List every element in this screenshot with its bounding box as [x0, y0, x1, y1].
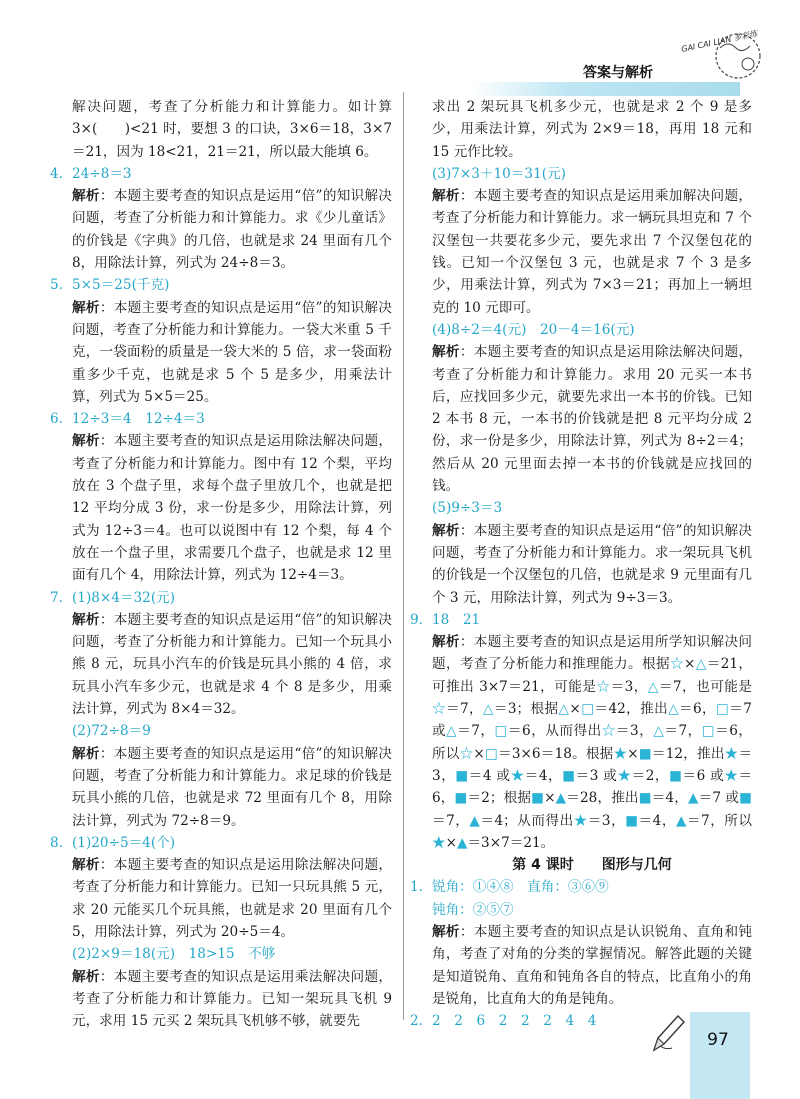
paragraph-text: (2)2×9＝18(元) 18>15 不够 — [72, 946, 276, 963]
question-number: 9. — [410, 611, 423, 628]
analysis-paragraph — [412, 185, 752, 319]
answer-line — [52, 943, 392, 965]
question-number: 8. — [50, 834, 63, 851]
analysis-paragraph — [52, 185, 392, 274]
answer-line — [52, 408, 392, 430]
answer-line — [412, 609, 752, 631]
paragraph-text: 5×5＝25(千克) — [72, 277, 170, 294]
paragraph-text: 解析：本题主要考查的知识点是运用除法解决问题，考查了分析能力和计算能力。图中有 12 个梨，平均放在 3 个盘子里，求每个盘子里放几个，也就是把 12 平均分成 3 份，求一份是多少，用除法计算，列式为 12÷3＝4。也可以说图中有 12 个梨，每 4 个放在一个盘子里，求需要几个盘子，也就是求 12 里面有几个 4，用除法计算，列式为 12÷4＝3。 — [72, 433, 393, 584]
logo-icon — [676, 18, 776, 98]
left-column — [52, 96, 392, 1032]
paragraph-text: 钝角：②⑤⑦ — [432, 901, 514, 918]
paragraph-text: 解析：本题主要考查的知识点是运用所学知识解决问题，考查了分析能力和推理能力。根据☆×△＝21，可推出 3×7＝21，可能是☆＝3，△＝7，也可能是☆＝7，△＝3；根据△×□＝42，推出△＝6，□＝7 或△＝7，□＝6，从而得出☆＝3，△＝7，□＝6，所以☆×□＝3×6＝18。根据★×■＝12，推出★＝3，■＝4 或★＝4，■＝3 或★＝2，■＝6 或★＝6，■＝2；根据■×▲＝28，推出■＝4，▲＝7 或■＝7，▲＝4；从而得出★＝3，■＝4，▲＝7，所以★×▲＝3×7＝21。 — [432, 634, 753, 851]
answer-line — [52, 163, 392, 185]
paragraph-text: 解析：本题主要考查的知识点是运用乘加解决问题，考查了分析能力和计算能力。求一辆玩具坦克和 7 个汉堡包一共要花多少元，要先求出 7 个汉堡包花的钱。已知一个汉堡包 3 元，也就是求 7 个 3 是多少，用乘法计算，列式为 7×3＝21；再加上一辆坦克的 10 元即可。 — [432, 188, 753, 316]
paragraph-text: 解析：本题主要考查的知识点是运用“倍”的知识解决问题，考查了分析能力和计算能力。求足球的价钱是玩具小熊的几倍，也就是求 72 里面有几个 8，用除法计算，列式为 72÷8＝9。 — [72, 745, 393, 829]
paragraph-text: (1)8×4＝32(元) — [72, 589, 176, 606]
analysis-paragraph — [52, 854, 392, 943]
paragraph-text: (3)7×3＋10＝31(元) — [432, 165, 566, 182]
paragraph-text: 锐角：①④⑧ 直角：③⑥⑨ — [432, 879, 609, 896]
answer-line — [412, 876, 752, 898]
page-number: 97 — [707, 1030, 729, 1050]
paragraph-text: (1)20÷5＝4(个) — [72, 834, 176, 851]
paragraph-text: 解析：本题主要考查的知识点是运用“倍”的知识解决问题，考查了分析能力和计算能力。一袋大米重 5 千克，一袋面粉的质量是一袋大米的 5 倍，求一袋面粉重多少千克，也就是求 5 个 5 是多少，用乘法计算，列式为 5×5＝25。 — [72, 299, 393, 405]
paragraph-text: 解析：本题主要考查的知识点是运用除法解决问题，考查了分析能力和计算能力。求用 20 元买一本书后，应找回多少元，就要先求出一本书的价钱。已知 2 本书 8 元，一本书的价钱就是把 8 元平均分成 2 份，求一份是多少，用除法计算，列式为 8÷2＝4；然后从 20 元里面去掉一本书的价钱就是应找回的钱。 — [432, 344, 753, 495]
answer-line — [52, 274, 392, 296]
paragraph-text: (2)72÷8＝9 — [72, 723, 151, 740]
answer-line — [52, 587, 392, 609]
question-number: 1. — [410, 879, 423, 896]
paragraph-text: 解析：本题主要考查的知识点是运用“倍”的知识解决问题，考查了分析能力和计算能力。求一架玩具飞机的价钱是一个汉堡包的几倍，也就是求 9 元里面有几个 3 元，用除法计算，列式为 9÷3＝3。 — [432, 522, 753, 606]
analysis-paragraph — [52, 966, 392, 1033]
paragraph-text: 12÷3＝4 12÷4＝3 — [72, 411, 205, 428]
paragraph-text: 解析：本题主要考查的知识点是运用“倍”的知识解决问题，考查了分析能力和计算能力。求《少儿童话》的价钱是《字典》的几倍，也就是求 24 里面有几个 8，用除法计算，列式为 24÷8＝3。 — [72, 188, 393, 272]
column-divider — [403, 92, 404, 1020]
analysis-paragraph — [412, 96, 752, 163]
paragraph-text: 第 4 课时 图形与几何 — [512, 857, 672, 874]
paragraph-text: (4)8÷2＝4(元) 20－4＝16(元) — [432, 321, 635, 338]
pencil-icon — [648, 1010, 688, 1056]
answer-line — [412, 899, 752, 921]
answer-line — [412, 497, 752, 519]
analysis-paragraph — [52, 297, 392, 408]
analysis-paragraph — [412, 921, 752, 1010]
paragraph-text: 解析：本题主要考查的知识点是认识锐角、直角和钝角，考查了对角的分类的掌握情况。解答此题的关键是知道锐角、直角和钝角各自的特点，比直角小的角是锐角，比直角大的角是钝角。 — [432, 923, 753, 1007]
question-number: 2. — [410, 1013, 423, 1030]
lesson-heading — [432, 854, 752, 876]
analysis-paragraph — [52, 609, 392, 720]
paragraph-text: 解析：本题主要考查的知识点是运用“倍”的知识解决问题，考查了分析能力和计算能力。已知一个玩具小熊 8 元，玩具小汽车的价钱是玩具小熊的 4 倍，求玩具小汽车多少元，也就是求 4 个 8 是多少，用乘法计算，列式为 8×4＝32。 — [72, 611, 393, 718]
paragraph-text: 解析：本题主要考查的知识点是运用乘法解决问题，考查了分析能力和计算能力。已知一架玩具飞机 9 元，求用 15 元买 2 架玩具飞机够不够，就要先 — [72, 968, 393, 1030]
question-number: 6. — [50, 411, 63, 428]
right-column — [412, 96, 752, 1032]
paragraph-text: (5)9÷3＝3 — [432, 500, 503, 517]
answer-line — [412, 319, 752, 341]
paragraph-text: 解析：本题主要考查的知识点是运用除法解决问题，考查了分析能力和计算能力。已知一只玩具熊 5 元，求 20 元能买几个玩具熊，也就是求 20 里面有几个 5，用除法计算，列式为 20÷5＝4。 — [72, 857, 393, 940]
analysis-paragraph — [412, 520, 752, 609]
paragraph-text: 解决问题，考查了分析能力和计算能力。如计算3×( )<21 时，要想 3 的口诀，3×6＝18，3×7＝21，因为 18<21，21＝21，所以最大能填 6。 — [72, 99, 392, 160]
question-number: 7. — [50, 589, 63, 606]
analysis-paragraph — [412, 341, 752, 497]
header-title: 答案与解析 — [583, 65, 653, 81]
answer-line — [412, 163, 752, 185]
answer-line — [52, 832, 392, 854]
paragraph-text: 求出 2 架玩具飞机多少元，也就是求 2 个 9 是多少，用乘法计算，列式为 2×9＝18，再用 18 元和 15 元作比较。 — [432, 99, 752, 160]
logo-text: GAI CAI LIAN 多彩练 — [680, 29, 759, 54]
paragraph-text: 18 21 — [432, 611, 481, 628]
paragraph-text: 24÷8＝3 — [72, 165, 132, 182]
analysis-paragraph — [412, 631, 752, 854]
analysis-paragraph — [52, 96, 392, 163]
question-number: 5. — [50, 277, 63, 294]
question-number: 4. — [50, 165, 63, 182]
analysis-paragraph — [52, 430, 392, 586]
paragraph-text: 2 2 6 2 2 2 4 4 — [432, 1013, 597, 1030]
answer-line — [52, 720, 392, 742]
analysis-paragraph — [52, 743, 392, 832]
